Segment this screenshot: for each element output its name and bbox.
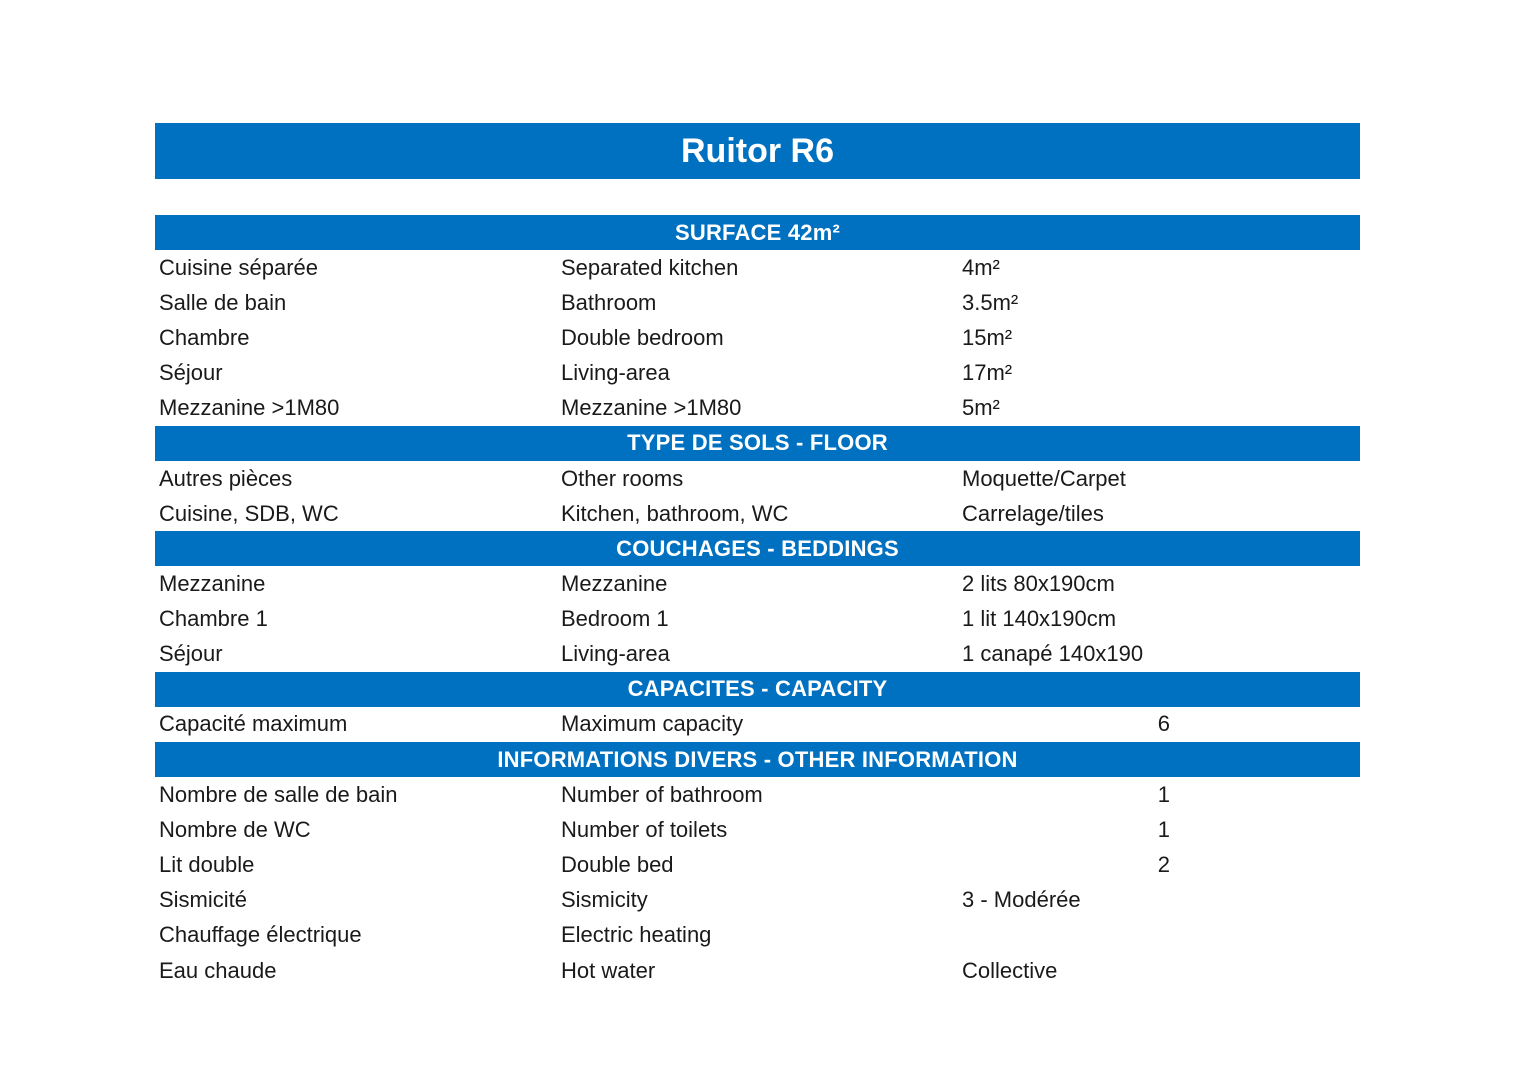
english-label: Double bedroom: [561, 324, 724, 350]
french-label: Autres pièces: [159, 465, 293, 491]
english-label: Electric heating: [561, 922, 712, 948]
row-value: 5m²: [962, 395, 1000, 421]
english-label: Living-area: [561, 641, 670, 667]
value-cell: [959, 817, 1360, 843]
row-value: Moquette/Carpet: [962, 465, 1126, 491]
french-label: Sismicité: [159, 887, 248, 913]
row-value: 2: [1157, 852, 1170, 878]
section-header: COUCHAGES - BEDDINGS: [155, 531, 1360, 566]
row-value: 3.5m²: [962, 289, 1019, 315]
english-label: Number of toilets: [561, 816, 728, 842]
french-label: Cuisine, SDB, WC: [159, 500, 339, 526]
section-header: SURFACE 42m²: [155, 215, 1360, 250]
value-cell: [959, 501, 1360, 527]
value-cell: [959, 571, 1360, 597]
table-row: [155, 496, 1360, 531]
row-value: 1 canapé 140x190: [962, 641, 1144, 667]
table-row: [155, 812, 1360, 847]
row-value: 4m²: [962, 254, 1000, 280]
table-row: [155, 602, 1360, 637]
french-label: Mezzanine: [159, 570, 266, 596]
value-cell: [959, 360, 1360, 386]
english-label: Separated kitchen: [561, 254, 739, 280]
french-label: Salle de bain: [159, 289, 287, 315]
french-label: Eau chaude: [159, 957, 277, 983]
section-header: INFORMATIONS DIVERS - OTHER INFORMATION: [155, 742, 1360, 777]
french-label: Capacité maximum: [159, 711, 348, 737]
french-label: Mezzanine >1M80: [159, 395, 340, 421]
french-label: Chambre: [159, 324, 250, 350]
row-value: Carrelage/tiles: [962, 500, 1104, 526]
value-cell: [959, 711, 1360, 737]
section-header: CAPACITES - CAPACITY: [155, 672, 1360, 707]
row-value: 1 lit 140x190cm: [962, 606, 1117, 632]
table-row: [155, 953, 1360, 988]
row-value: Collective: [962, 957, 1058, 983]
value-cell: [959, 395, 1360, 421]
table-row: [155, 637, 1360, 672]
english-label: Mezzanine: [561, 570, 668, 596]
english-label: Other rooms: [561, 465, 684, 491]
row-value: 15m²: [962, 324, 1013, 350]
english-label: Kitchen, bathroom, WC: [561, 500, 789, 526]
table-row: [155, 847, 1360, 882]
row-value: 1: [1157, 781, 1170, 807]
row-value: 3 - Modérée: [962, 887, 1081, 913]
table-row: [155, 250, 1360, 285]
english-label: Hot water: [561, 957, 656, 983]
french-label: Chauffage électrique: [159, 922, 362, 948]
english-label: Maximum capacity: [561, 711, 744, 737]
table-row: [155, 883, 1360, 918]
table-row: [155, 391, 1360, 426]
table-row: [155, 461, 1360, 496]
value-cell: [959, 325, 1360, 351]
value-cell: [959, 606, 1360, 632]
english-label: Number of bathroom: [561, 781, 763, 807]
english-label: Mezzanine >1M80: [561, 395, 742, 421]
english-label: Double bed: [561, 852, 674, 878]
info-sheet: [155, 215, 1360, 988]
table-row: [155, 320, 1360, 355]
english-label: Living-area: [561, 360, 670, 386]
french-label: Nombre de salle de bain: [159, 781, 398, 807]
french-label: Chambre 1: [159, 606, 268, 632]
table-row: [155, 707, 1360, 742]
english-label: Sismicity: [561, 887, 648, 913]
french-label: Lit double: [159, 852, 255, 878]
row-value: 2 lits 80x190cm: [962, 570, 1115, 596]
value-cell: [959, 782, 1360, 808]
french-label: Nombre de WC: [159, 816, 311, 842]
english-label: Bedroom 1: [561, 606, 669, 632]
page-title: Ruitor R6: [155, 123, 1360, 179]
french-label: Cuisine séparée: [159, 254, 318, 280]
table-row: [155, 566, 1360, 601]
row-value: 17m²: [962, 360, 1013, 386]
value-cell: [959, 466, 1360, 492]
row-value: 1: [1157, 816, 1170, 842]
value-cell: [959, 290, 1360, 316]
value-cell: [959, 852, 1360, 878]
row-value: 6: [1157, 711, 1170, 737]
table-row: [155, 356, 1360, 391]
value-cell: [959, 641, 1360, 667]
value-cell: [959, 958, 1360, 984]
value-cell: [959, 887, 1360, 913]
french-label: Séjour: [159, 641, 223, 667]
english-label: Bathroom: [561, 289, 657, 315]
table-row: [155, 285, 1360, 320]
french-label: Séjour: [159, 360, 223, 386]
section-header: TYPE DE SOLS - FLOOR: [155, 426, 1360, 461]
table-row: [155, 918, 1360, 953]
value-cell: [959, 255, 1360, 281]
table-row: [155, 777, 1360, 812]
